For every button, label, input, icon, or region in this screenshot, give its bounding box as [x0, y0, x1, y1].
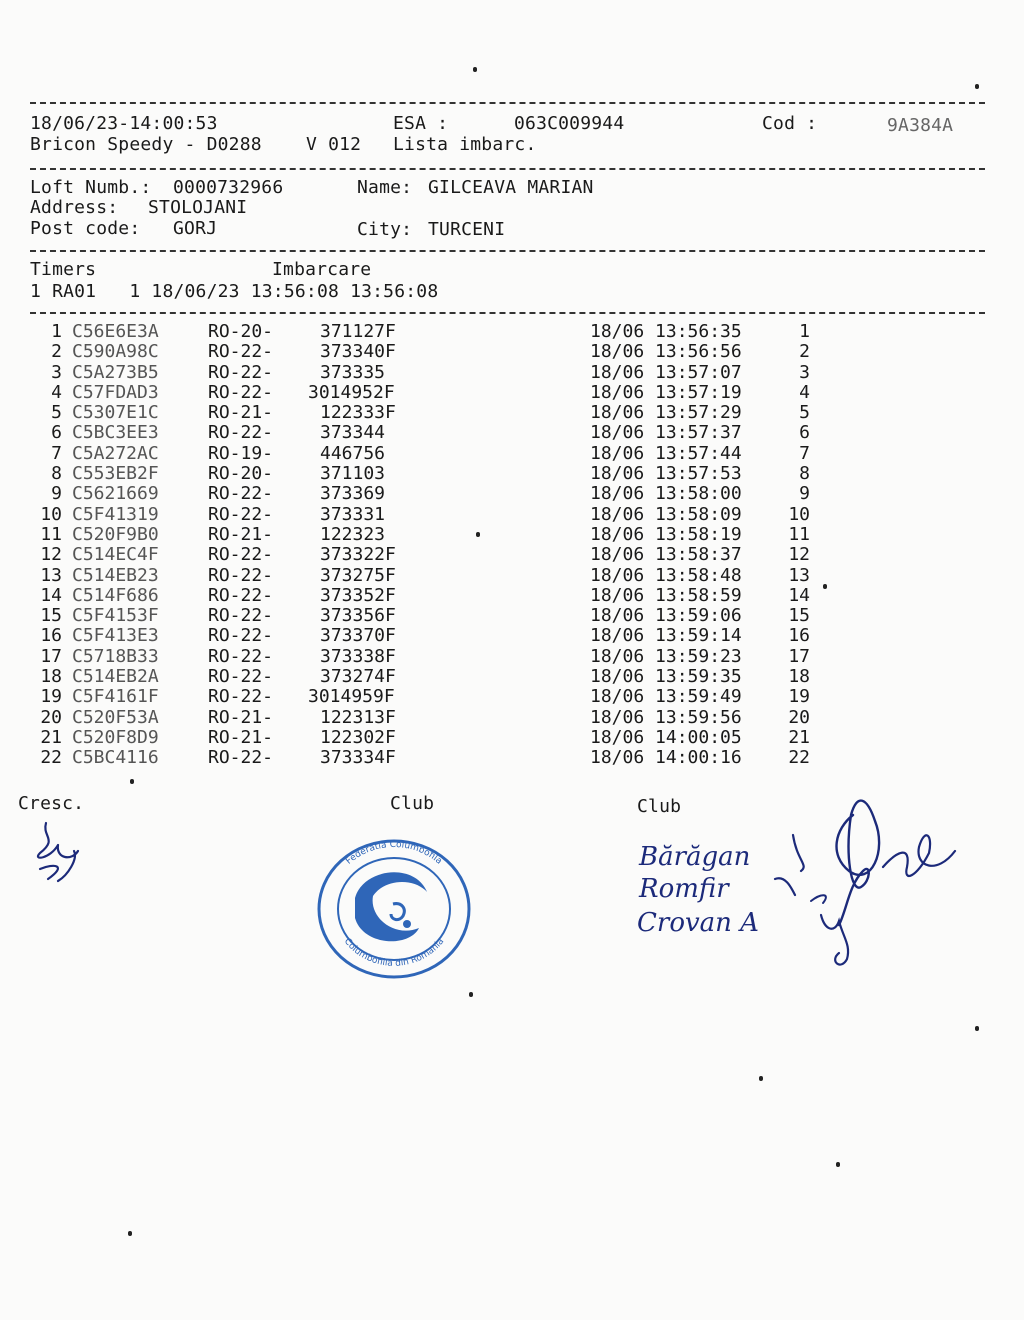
entry-series: RO-22-: [208, 605, 274, 627]
entry-ring: 3014959F: [308, 686, 395, 708]
svg-text:Columbofilia din Romania: [342, 937, 446, 969]
entry-chip-id: C5BC4116: [72, 747, 159, 769]
entry-arrival: 18/06 13:58:59: [590, 584, 742, 606]
club-signatures: [625, 775, 965, 970]
entry-position: 14: [788, 584, 810, 606]
entry-number: 13: [40, 564, 62, 586]
imbarcare-label: Imbarcare: [272, 259, 372, 280]
entry-chip-id: C5BC3EE3: [72, 422, 159, 444]
entry-ring: 373322F: [320, 544, 396, 566]
table-row: [0, 708, 1024, 728]
entry-ring: 122333F: [320, 402, 396, 424]
entry-number: 11: [40, 523, 62, 545]
entry-ring: 3014952F: [308, 381, 395, 403]
entry-series: RO-22-: [208, 686, 274, 708]
entry-ring: 122323: [320, 523, 386, 545]
entry-series: RO-22-: [208, 625, 274, 647]
entry-ring: 373338F: [320, 645, 396, 667]
postcode-label: Post code:: [30, 218, 141, 239]
table-row: [0, 626, 1024, 646]
entry-arrival: 18/06 13:58:00: [590, 483, 742, 505]
entry-number: 16: [40, 625, 62, 647]
entry-arrival: 18/06 14:00:16: [590, 747, 742, 769]
entry-number: 1: [51, 321, 62, 342]
entry-number: 17: [40, 645, 62, 667]
entry-chip-id: C5F41319: [72, 503, 159, 525]
entry-arrival: 18/06 13:57:53: [590, 463, 742, 485]
entry-chip-id: C514F686: [72, 584, 159, 606]
entry-position: 12: [788, 544, 810, 566]
esa-label: ESA :: [393, 113, 449, 134]
entry-number: 10: [40, 503, 62, 525]
entry-series: RO-22-: [208, 503, 274, 525]
entry-ring: 373331: [320, 503, 386, 525]
entry-arrival: 18/06 13:59:56: [590, 706, 742, 728]
entry-series: RO-22-: [208, 381, 274, 403]
entry-series: RO-22-: [208, 747, 274, 769]
entry-ring: 373340F: [320, 341, 396, 363]
table-row: [0, 525, 1024, 545]
entry-arrival: 18/06 13:58:19: [590, 523, 742, 545]
entry-number: 22: [40, 747, 62, 769]
entry-chip-id: C5A273B5: [72, 361, 159, 383]
signature-name-1: Bărăgan: [639, 842, 751, 872]
entry-number: 2: [51, 341, 62, 363]
entry-chip-id: C57FDAD3: [72, 381, 159, 403]
entry-chip-id: C5F4161F: [72, 686, 159, 708]
table-row: [0, 464, 1024, 484]
table-row: [0, 322, 1024, 342]
entry-chip-id: C5307E1C: [72, 402, 159, 424]
speck: [130, 779, 134, 784]
entry-ring: 373369: [320, 483, 386, 505]
entry-chip-id: C5F413E3: [72, 625, 159, 647]
entry-position: 19: [788, 686, 810, 708]
entry-chip-id: C520F53A: [72, 706, 159, 728]
separator-timers: [30, 312, 985, 314]
entry-chip-id: C520F9B0: [72, 523, 159, 545]
owner-name: GILCEAVA MARIAN: [428, 177, 594, 198]
entry-series: RO-22-: [208, 666, 274, 688]
entry-ring: 373335: [320, 361, 386, 383]
entry-chip-id: C590A98C: [72, 341, 159, 363]
entry-series: RO-22-: [208, 544, 274, 566]
address-value: STOLOJANI: [148, 197, 248, 218]
entry-arrival: 18/06 13:58:09: [590, 503, 742, 525]
entry-arrival: 18/06 13:59:35: [590, 666, 742, 688]
entry-arrival: 18/06 13:57:44: [590, 442, 742, 464]
entry-series: RO-21-: [208, 402, 274, 424]
table-row: [0, 647, 1024, 667]
entry-number: 8: [51, 463, 62, 485]
entry-position: 3: [799, 361, 810, 383]
entry-arrival: 18/06 13:58:37: [590, 544, 742, 566]
entry-ring: 373344: [320, 422, 386, 444]
entry-series: RO-22-: [208, 483, 274, 505]
entry-series: RO-19-: [208, 442, 274, 464]
table-row: [0, 383, 1024, 403]
entry-ring: 446756: [320, 442, 386, 464]
entry-number: 12: [40, 544, 62, 566]
club-label-right: Club: [637, 796, 682, 817]
city-value: TURCENI: [428, 219, 506, 240]
table-row: [0, 606, 1024, 626]
entry-ring: 371103: [320, 463, 386, 485]
speck: [469, 992, 473, 997]
table-row: [0, 403, 1024, 423]
entry-chip-id: C520F8D9: [72, 726, 159, 748]
entry-series: RO-22-: [208, 645, 274, 667]
entry-series: RO-21-: [208, 726, 274, 748]
speck: [975, 1026, 979, 1031]
entry-series: RO-20-: [208, 463, 274, 485]
entry-arrival: 18/06 13:56:35: [590, 321, 742, 342]
entry-arrival: 18/06 13:59:14: [590, 625, 742, 647]
entry-position: 5: [799, 402, 810, 424]
entry-ring: 373356F: [320, 605, 396, 627]
entry-number: 15: [40, 605, 62, 627]
entry-arrival: 18/06 13:58:48: [590, 564, 742, 586]
entry-series: RO-21-: [208, 523, 274, 545]
separator-loft: [30, 250, 985, 252]
entry-ring: 373274F: [320, 666, 396, 688]
entry-series: RO-22-: [208, 564, 274, 586]
entry-number: 4: [51, 381, 62, 403]
entry-chip-id: C5A272AC: [72, 442, 159, 464]
timers-label: Timers: [30, 259, 97, 280]
entry-ring: 373370F: [320, 625, 396, 647]
entry-chip-id: C5F4153F: [72, 605, 159, 627]
club-stamp: [315, 838, 473, 980]
device-name: Bricon Speedy - D0288: [30, 134, 262, 155]
table-row: [0, 342, 1024, 362]
entry-chip-id: C56E6E3A: [72, 321, 159, 342]
entry-arrival: 18/06 14:00:05: [590, 726, 742, 748]
address-label: Address:: [30, 197, 119, 218]
entry-arrival: 18/06 13:59:23: [590, 645, 742, 667]
entry-position: 22: [788, 747, 810, 769]
entry-position: 21: [788, 726, 810, 748]
separator-top: [30, 102, 985, 104]
loft-number: 0000732966: [173, 177, 284, 198]
city-label: City:: [357, 219, 413, 240]
entry-chip-id: C553EB2F: [72, 463, 159, 485]
postcode-value: GORJ: [173, 218, 218, 239]
table-row: [0, 667, 1024, 687]
table-row: [0, 363, 1024, 383]
entry-arrival: 18/06 13:57:37: [590, 422, 742, 444]
entry-chip-id: C514EB2A: [72, 666, 159, 688]
entry-number: 3: [51, 361, 62, 383]
entry-chip-id: C5718B33: [72, 645, 159, 667]
entry-number: 9: [51, 483, 62, 505]
entry-ring: 122302F: [320, 726, 396, 748]
print-datetime: 18/06/23-14:00:53: [30, 113, 218, 134]
entry-position: 10: [788, 503, 810, 525]
entry-series: RO-22-: [208, 341, 274, 363]
club-label-left: Club: [390, 793, 435, 814]
timer-line: 1 RA01 1 18/06/23 13:56:08 13:56:08: [30, 281, 439, 302]
entry-position: 7: [799, 442, 810, 464]
entry-ring: 373334F: [320, 747, 396, 769]
cod-label: Cod :: [762, 113, 818, 134]
table-row: [0, 586, 1024, 606]
entry-chip-id: C514EC4F: [72, 544, 159, 566]
entry-series: RO-21-: [208, 706, 274, 728]
entries-table: [0, 322, 1024, 769]
entry-arrival: 18/06 13:56:56: [590, 341, 742, 363]
speck: [759, 1076, 763, 1081]
device-version: V 012: [306, 134, 362, 155]
breeder-label: Cresc.: [18, 793, 85, 814]
signature-name-3: Crovan A: [637, 908, 759, 938]
entry-arrival: 18/06 13:57:07: [590, 361, 742, 383]
entry-position: 2: [799, 341, 810, 363]
loft-label: Loft Numb.:: [30, 177, 152, 198]
speck: [473, 67, 477, 72]
table-row: [0, 423, 1024, 443]
table-row: [0, 505, 1024, 525]
signature-name-2: Romfir: [639, 874, 729, 904]
speck: [836, 1162, 840, 1167]
list-title: Lista imbarc.: [393, 134, 537, 155]
entry-series: RO-22-: [208, 422, 274, 444]
entry-ring: 373352F: [320, 584, 396, 606]
entry-arrival: 18/06 13:57:29: [590, 402, 742, 424]
svg-text:Federatia Columbofila: [344, 840, 443, 867]
entry-arrival: 18/06 13:57:19: [590, 381, 742, 403]
entry-chip-id: C514EB23: [72, 564, 159, 586]
entry-position: 15: [788, 605, 810, 627]
entry-number: 5: [51, 402, 62, 424]
entry-position: 6: [799, 422, 810, 444]
entry-ring: 373275F: [320, 564, 396, 586]
entry-ring: 371127F: [320, 321, 396, 342]
entry-series: RO-22-: [208, 584, 274, 606]
entry-chip-id: C5621669: [72, 483, 159, 505]
table-row: [0, 687, 1024, 707]
entry-position: 9: [799, 483, 810, 505]
entry-position: 20: [788, 706, 810, 728]
entry-number: 20: [40, 706, 62, 728]
entry-position: 1: [799, 321, 810, 342]
entry-position: 16: [788, 625, 810, 647]
entry-ring: 122313F: [320, 706, 396, 728]
table-row: [0, 566, 1024, 586]
entry-position: 11: [788, 523, 810, 545]
speck: [823, 584, 827, 589]
entry-arrival: 18/06 13:59:49: [590, 686, 742, 708]
entry-position: 8: [799, 463, 810, 485]
table-row: [0, 444, 1024, 464]
entry-number: 14: [40, 584, 62, 606]
entry-position: 18: [788, 666, 810, 688]
speck: [476, 532, 480, 537]
speck: [128, 1231, 132, 1236]
stamp-text-top: Federatia Columbofila: [344, 839, 444, 867]
name-label: Name:: [357, 177, 413, 198]
speck: [975, 84, 979, 89]
entry-series: RO-20-: [208, 321, 274, 342]
separator-header: [30, 168, 985, 170]
entry-position: 13: [788, 564, 810, 586]
table-row: [0, 545, 1024, 565]
cod-value: 9A384A: [887, 115, 954, 136]
stamp-text-bottom: Columbofilia din Romania: [341, 936, 447, 969]
entry-position: 17: [788, 645, 810, 667]
table-row: [0, 748, 1024, 768]
entry-number: 21: [40, 726, 62, 748]
entry-position: 4: [799, 381, 810, 403]
table-row: [0, 728, 1024, 748]
esa-value: 063C009944: [514, 113, 625, 134]
entry-series: RO-22-: [208, 361, 274, 383]
entry-number: 18: [40, 666, 62, 688]
entry-number: 6: [51, 422, 62, 444]
breeder-signature: [28, 815, 98, 885]
entry-number: 19: [40, 686, 62, 708]
entry-arrival: 18/06 13:59:06: [590, 605, 742, 627]
entry-number: 7: [51, 442, 62, 464]
table-row: [0, 484, 1024, 504]
